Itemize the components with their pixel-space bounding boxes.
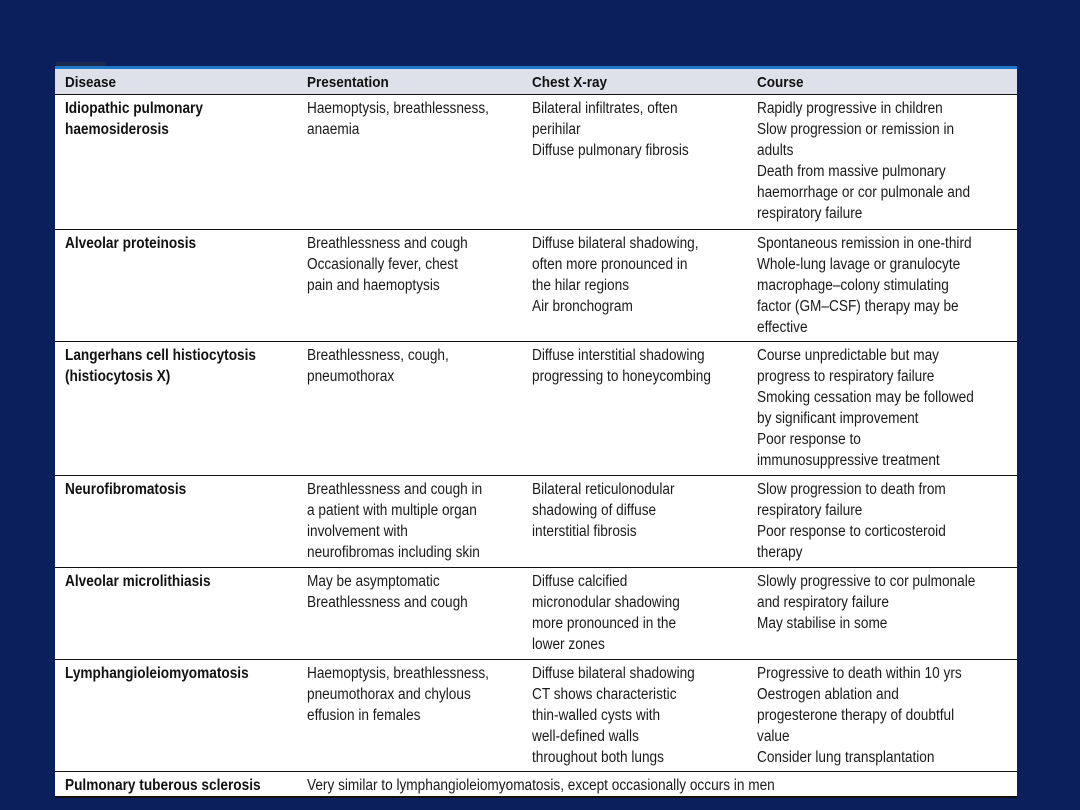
cell-line: factor (GM–CSF) therapy may be (757, 298, 959, 315)
cell-line: Diffuse bilateral shadowing, (532, 235, 699, 252)
cell-line: thin-walled cysts with (532, 707, 661, 724)
disease-name (65, 571, 211, 592)
cell-line: respiratory failure (757, 502, 863, 519)
cell-line: Poor response to corticosteroid (757, 523, 946, 540)
cell-line: Slow progression to death from (757, 481, 946, 498)
cell-line: Slow progression or remission in (757, 121, 955, 138)
cell-line: Diffuse interstitial shadowing (532, 347, 705, 364)
cell-line: May stabilise in some (757, 615, 888, 632)
cell-line: (histiocytosis X) (65, 368, 171, 385)
cell-line: therapy (757, 544, 803, 561)
cell-line: Haemoptysis, breathlessness, (307, 665, 489, 682)
header-disease: Disease (65, 74, 117, 91)
cell-line: the hilar regions (532, 277, 630, 294)
cell-line: Occasionally fever, chest (307, 256, 458, 273)
table-row (55, 95, 1017, 230)
cell-line: Haemoptysis, breathlessness, (307, 100, 489, 117)
cell-line: Whole-lung lavage or granulocyte (757, 256, 961, 273)
cell-line: pain and haemoptysis (307, 277, 440, 294)
cell-line: respiratory failure (757, 205, 863, 222)
cell-line: and respiratory failure (757, 594, 889, 611)
cell-line: Idiopathic pulmonary (65, 100, 203, 117)
header-presentation: Presentation (307, 74, 389, 91)
disease-name (65, 345, 256, 387)
chest-xray-text (532, 479, 675, 542)
cell-line: Bilateral reticulonodular (532, 481, 675, 498)
cell-line: Rapidly progressive in children (757, 100, 943, 117)
chest-xray-text (532, 233, 699, 317)
cell-line: value (757, 728, 790, 745)
disease-name: Pulmonary tuberous sclerosis (65, 777, 261, 794)
presentation-text (307, 663, 489, 726)
cell-line: anaemia (307, 121, 360, 138)
cell-line: adults (757, 142, 794, 159)
presentation-text (307, 98, 489, 140)
cell-line: Slowly progressive to cor pulmonale (757, 573, 976, 590)
presentation-text (307, 233, 468, 296)
cell-line: Breathlessness and cough (307, 235, 468, 252)
cell-line: pneumothorax (307, 368, 395, 385)
chest-xray-text (532, 345, 711, 387)
cell-line: well-defined walls (532, 728, 639, 745)
course-text (757, 571, 975, 634)
cell-line: micronodular shadowing (532, 594, 680, 611)
table-row-tuberous-sclerosis (55, 772, 1017, 798)
disease-name (65, 233, 196, 254)
disease-table (55, 66, 1017, 798)
cell-line: Poor response to (757, 431, 861, 448)
table-row (55, 342, 1017, 476)
cell-line: shadowing of diffuse (532, 502, 657, 519)
cell-line: Alveolar proteinosis (65, 235, 197, 252)
cell-line: a patient with multiple organ (307, 502, 477, 519)
cell-line: by significant improvement (757, 410, 919, 427)
cell-line: more pronounced in the (532, 615, 677, 632)
cell-line: effective (757, 319, 808, 336)
cell-line: immunosuppressive treatment (757, 452, 940, 469)
chest-xray-text (532, 663, 695, 768)
cell-line: Alveolar microlithiasis (65, 573, 211, 590)
presentation-text (307, 345, 449, 387)
cell-line: lower zones (532, 636, 605, 653)
course-text (757, 98, 970, 224)
cell-line: May be asymptomatic (307, 573, 440, 590)
table-row (55, 568, 1017, 660)
course-text (757, 345, 974, 471)
cell-line: throughout both lungs (532, 749, 664, 766)
disease-name (65, 479, 186, 500)
cell-line: progressing to honeycombing (532, 368, 711, 385)
cell-line: progesterone therapy of doubtful (757, 707, 955, 724)
cell-line: often more pronounced in (532, 256, 688, 273)
cell-line: haemosiderosis (65, 121, 169, 138)
header-course: Course (757, 74, 804, 91)
table-header (55, 66, 1017, 95)
presentation-text (307, 571, 468, 613)
cell-line: involvement with (307, 523, 408, 540)
disease-name (65, 98, 203, 140)
cell-line: perihilar (532, 121, 581, 138)
cell-line: Air bronchogram (532, 298, 633, 315)
header-chest-xray: Chest X-ray (532, 74, 608, 91)
cell-line: Death from massive pulmonary (757, 163, 946, 180)
cell-line: Neurofibromatosis (65, 481, 187, 498)
cell-line: Diffuse pulmonary fibrosis (532, 142, 689, 159)
cell-line: Breathlessness and cough in (307, 481, 483, 498)
cell-line: Bilateral infiltrates, often (532, 100, 678, 117)
table-row (55, 230, 1017, 342)
presentation-text (307, 479, 482, 563)
course-text (757, 479, 946, 563)
cell-line: Course unpredictable but may (757, 347, 939, 364)
cell-line: Oestrogen ablation and (757, 686, 899, 703)
cell-line: Smoking cessation may be followed (757, 389, 974, 406)
cell-line: Diffuse calcified (532, 573, 628, 590)
cell-line: haemorrhage or cor pulmonale and (757, 184, 971, 201)
chest-xray-text (532, 98, 689, 161)
cell-line: Diffuse bilateral shadowing (532, 665, 695, 682)
cell-line: macrophage–colony stimulating (757, 277, 949, 294)
disease-name (65, 663, 249, 684)
cell-line: Langerhans cell histiocytosis (65, 347, 257, 364)
cell-line: Breathlessness and cough (307, 594, 468, 611)
cell-line: pneumothorax and chylous (307, 686, 471, 703)
cell-line: progress to respiratory failure (757, 368, 935, 385)
cell-line: Lymphangioleiomyomatosis (65, 665, 249, 682)
cell-line: Breathlessness, cough, (307, 347, 449, 364)
chest-xray-text (532, 571, 680, 655)
course-text (757, 233, 972, 338)
cell-line: interstitial fibrosis (532, 523, 637, 540)
cell-line: CT shows characteristic (532, 686, 677, 703)
cell-line: neurofibromas including skin (307, 544, 480, 561)
cell-line: Spontaneous remission in one-third (757, 235, 972, 252)
course-text (757, 663, 962, 768)
table-row (55, 476, 1017, 568)
row-note: Very similar to lymphangioleiomyomatosis, except occasionally occurs in men (307, 777, 775, 794)
table-row (55, 660, 1017, 772)
cell-line: Progressive to death within 10 yrs (757, 665, 962, 682)
cell-line: Consider lung transplantation (757, 749, 935, 766)
cell-line: effusion in females (307, 707, 421, 724)
